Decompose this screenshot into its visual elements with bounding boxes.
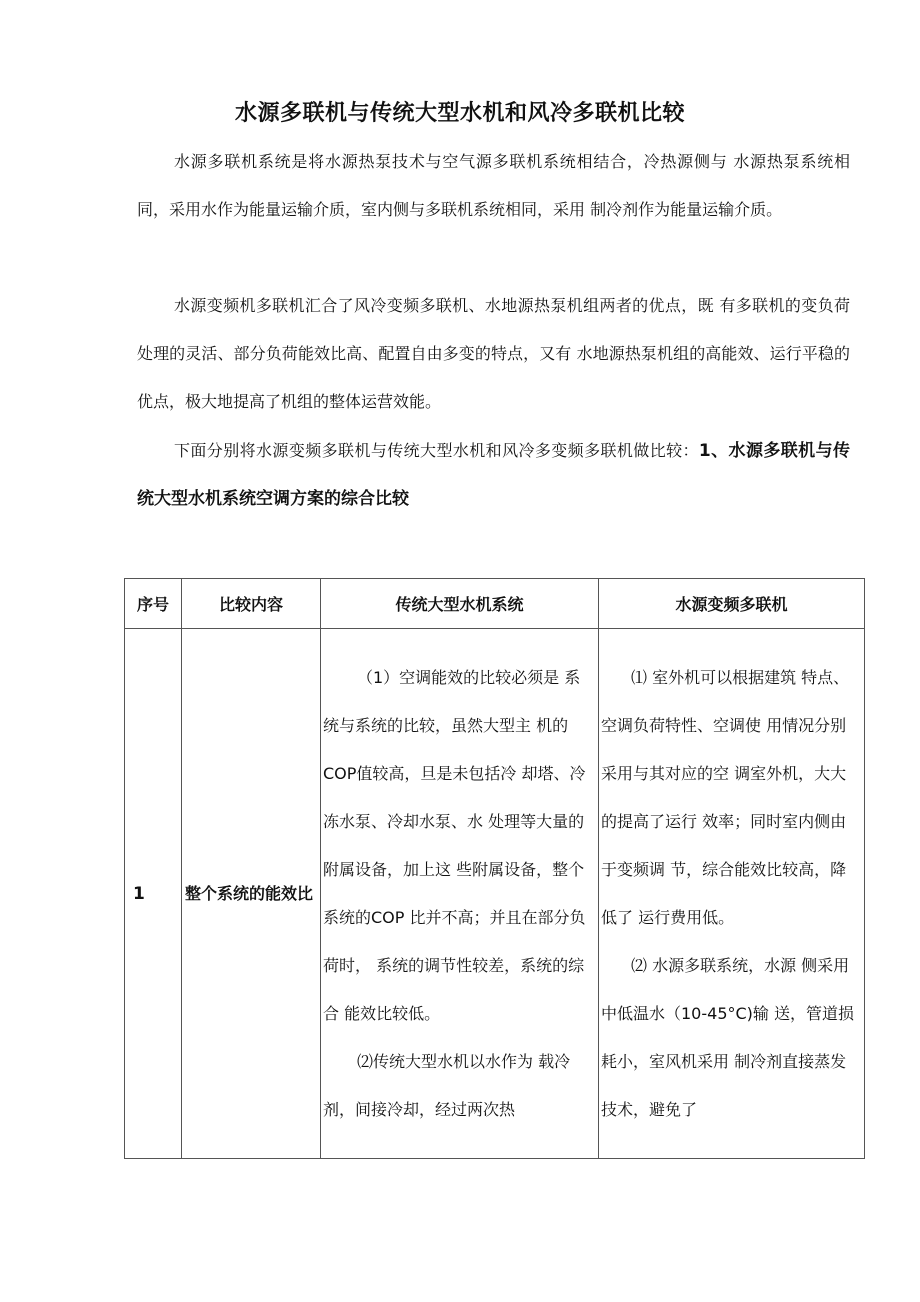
water-point-1: ⑴ 室外机可以根据建筑 特点、空调负荷特性、空调使 用情况分别采用与其对应的空 调室外机，大大的提高了运行 效率；同时室内侧由于变频调 节，综合能效比较高，降低了 运行费用低。 xyxy=(601,667,850,927)
section-heading: 1、水源多联机与传统大型水机系统空调方案的综合比较 xyxy=(137,441,850,509)
paragraph-intro: 水源多联机系统是将水源热泵技术与空气源多联机系统相结合，冷热源侧与 水源热泵系统相同，采用水作为能量运输介质，室内侧与多联机系统相同，采用 制冷剂作为能量运输介质。 xyxy=(137,152,850,219)
header-traditional: 传统大型水机系统 xyxy=(321,579,599,629)
page-title: 水源多联机与传统大型水机和风冷多联机比较 xyxy=(234,101,685,126)
row-content: 整个系统的能效比 xyxy=(182,629,321,1159)
traditional-point-1: （1）空调能效的比较必须是 系统与系统的比较，虽然大型主 机的COP值较高，旦是未包括冷 却塔、冷冻水泵、冷却水泵、水 处理等大量的附属设备，加上这 些附属设备，整个系统的COP 比并不高；并且在部分负荷时， 系统的调节性较差，系统的综合 能效比较低。 xyxy=(323,667,586,1023)
header-no: 序号 xyxy=(125,579,182,629)
table-header-row xyxy=(125,579,865,629)
water-point-2: ⑵ 水源多联系统，水源 侧采用中低温水（10-45°C)输 送，管道损耗小，室风机采用 制冷剂直接蒸发技术，避免了 xyxy=(601,955,854,1119)
cell-water-source xyxy=(599,629,865,1159)
header-content: 比较内容 xyxy=(182,579,321,629)
row-number: 1 xyxy=(125,629,182,1159)
traditional-point-2: ⑵传统大型水机以水作为 载冷剂，间接冷却，经过两次热 xyxy=(323,1051,571,1119)
table-row xyxy=(125,629,865,1159)
paragraph-advantages: 水源变频机多联机汇合了风冷变频多联机、水地源热泵机组两者的优点，既 有多联机的变负荷处理的灵活、部分负荷能效比高、配置自由多变的特点，又有 水地源热泵机组的高能效、运行平稳的优点，极大地提高了机组的整体运营效能。 xyxy=(137,296,850,411)
comparison-lead-text: 下面分别将水源变频多联机与传统大型水机和风冷多变频多联机做比较： xyxy=(174,441,699,460)
comparison-table xyxy=(124,578,865,1159)
header-water-source: 水源变频多联机 xyxy=(599,579,865,629)
paragraph-comparison-lead xyxy=(137,427,850,523)
cell-traditional xyxy=(321,629,599,1159)
